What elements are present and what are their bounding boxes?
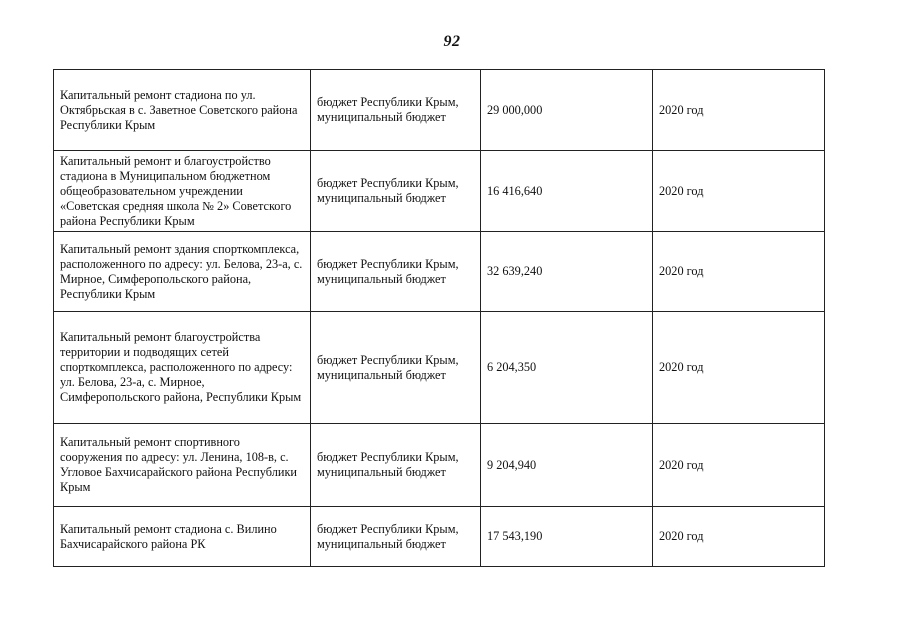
table-row xyxy=(54,507,825,567)
project-name-cell: Капитальный ремонт благоустройства территории и подводящих сетей спорткомплекса, расположенного по адресу: ул. Белова, 23-а, с. Мирное, Симферопольского района, Республики Крым xyxy=(54,312,311,424)
amount-cell: 9 204,940 xyxy=(481,424,653,507)
table-row xyxy=(54,70,825,151)
table-row xyxy=(54,312,825,424)
year-cell: 2020 год xyxy=(653,424,825,507)
amount-cell: 17 543,190 xyxy=(481,507,653,567)
year-cell: 2020 год xyxy=(653,151,825,232)
year-cell: 2020 год xyxy=(653,232,825,312)
funding-source-cell: бюджет Республики Крым, муниципальный бюджет xyxy=(311,232,481,312)
table-row xyxy=(54,151,825,232)
year-cell: 2020 год xyxy=(653,70,825,151)
project-name-cell: Капитальный ремонт спортивного сооружения по адресу: ул. Ленина, 108-в, с. Угловое Бахчисарайского района Республики Крым xyxy=(54,424,311,507)
project-name-cell: Капитальный ремонт стадиона по ул. Октябрьская в с. Заветное Советского района Республики Крым xyxy=(54,70,311,151)
funding-source-cell: бюджет Республики Крым, муниципальный бюджет xyxy=(311,312,481,424)
funding-source-cell: бюджет Республики Крым, муниципальный бюджет xyxy=(311,507,481,567)
projects-table xyxy=(53,69,825,567)
year-cell: 2020 год xyxy=(653,312,825,424)
project-name-cell: Капитальный ремонт стадиона с. Вилино Бахчисарайского района РК xyxy=(54,507,311,567)
amount-cell: 32 639,240 xyxy=(481,232,653,312)
table-row xyxy=(54,424,825,507)
year-cell: 2020 год xyxy=(653,507,825,567)
table-row xyxy=(54,232,825,312)
project-name-cell: Капитальный ремонт и благоустройство стадиона в Муниципальном бюджетном общеобразовательном учреждении «Советская средняя школа № 2» Советского района Республики Крым xyxy=(54,151,311,232)
funding-source-cell: бюджет Республики Крым, муниципальный бюджет xyxy=(311,151,481,232)
page-number: 92 xyxy=(443,33,461,50)
project-name-cell: Капитальный ремонт здания спорткомплекса, расположенного по адресу: ул. Белова, 23-а, с. Мирное, Симферопольского района, Республики Крым xyxy=(54,232,311,312)
amount-cell: 16 416,640 xyxy=(481,151,653,232)
funding-source-cell: бюджет Республики Крым, муниципальный бюджет xyxy=(311,70,481,151)
funding-source-cell: бюджет Республики Крым, муниципальный бюджет xyxy=(311,424,481,507)
amount-cell: 6 204,350 xyxy=(481,312,653,424)
amount-cell: 29 000,000 xyxy=(481,70,653,151)
